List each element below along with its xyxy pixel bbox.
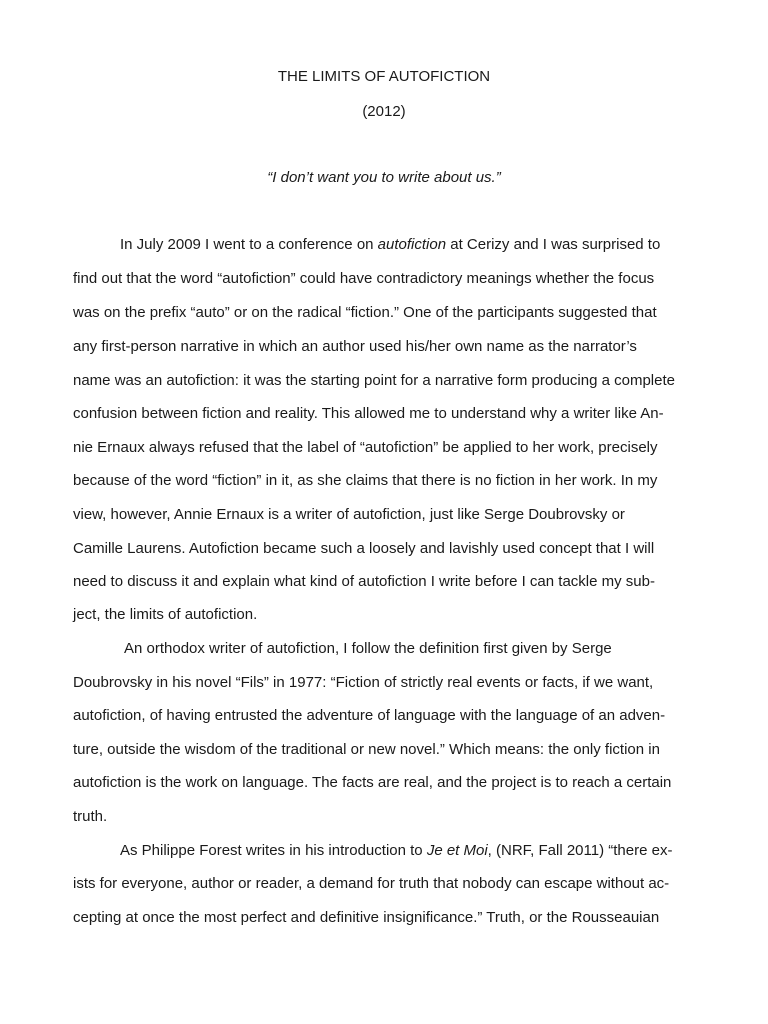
paragraph-line: view, however, Annie Ernaux is a writer of autofiction, just like Serge Doubrovsky or [73, 506, 625, 523]
paragraph-line: ject, the limits of autofiction. [73, 606, 258, 623]
paragraph-line: nie Ernaux always refused that the label of “autofiction” be applied to her work, precisely [73, 439, 658, 456]
emphasis-text: Je et Moi [426, 842, 488, 859]
text-run: In July 2009 I went to a conference on [120, 236, 378, 253]
paragraph-line: need to discuss it and explain what kind of autofiction I write before I can tackle my sub- [73, 573, 655, 590]
paragraph-line: ists for everyone, author or reader, a demand for truth that nobody can escape without ac- [73, 875, 670, 892]
paragraph-line: confusion between fiction and reality. This allowed me to understand why a writer like An- [73, 405, 664, 422]
paragraph-line: any first-person narrative in which an author used his/her own name as the narrator’s [73, 338, 637, 355]
paragraph-line: Doubrovsky in his novel “Fils” in 1977: “Fiction of strictly real events or facts, if we want, [73, 674, 654, 691]
text-run: As Philippe Forest writes in his introduction to [120, 842, 427, 859]
paragraph-line: cepting at once the most perfect and definitive insignificance.” Truth, or the Rousseauian [73, 909, 660, 926]
paragraph-line: An orthodox writer of autofiction, I follow the definition first given by Serge [124, 640, 612, 657]
text-run: at Cerizy and I was surprised to [446, 236, 661, 253]
text-run: , (NRF, Fall 2011) “there ex- [487, 842, 673, 859]
paragraph-line: name was an autofiction: it was the starting point for a narrative form producing a complete [73, 372, 675, 389]
paragraph-line: autofiction is the work on language. The facts are real, and the project is to reach a certain [73, 774, 672, 791]
paragraph-line: truth. [73, 808, 108, 825]
paragraph-line: Camille Laurens. Autofiction became such a loosely and lavishly used concept that I will [73, 540, 655, 557]
document-title: THE LIMITS OF AUTOFICTION [277, 68, 491, 85]
paragraph-line: find out that the word “autofiction” could have contradictory meanings whether the focus [73, 270, 655, 287]
document-year: (2012) [362, 103, 406, 120]
paragraph-line: ture, outside the wisdom of the traditional or new novel.” Which means: the only fiction in [73, 741, 660, 758]
epigraph: “I don’t want you to write about us.” [267, 169, 501, 186]
paragraph-line: because of the word “fiction” in it, as she claims that there is no fiction in her work. In my [73, 472, 658, 489]
paragraph-line: autofiction, of having entrusted the adventure of language with the language of an adven- [73, 707, 666, 724]
emphasis-text: autofiction [377, 236, 447, 253]
paragraph-line: was on the prefix “auto” or on the radical “fiction.” One of the participants suggested that [73, 304, 657, 321]
paragraph-line [120, 841, 700, 861]
paragraph-line [120, 235, 700, 255]
